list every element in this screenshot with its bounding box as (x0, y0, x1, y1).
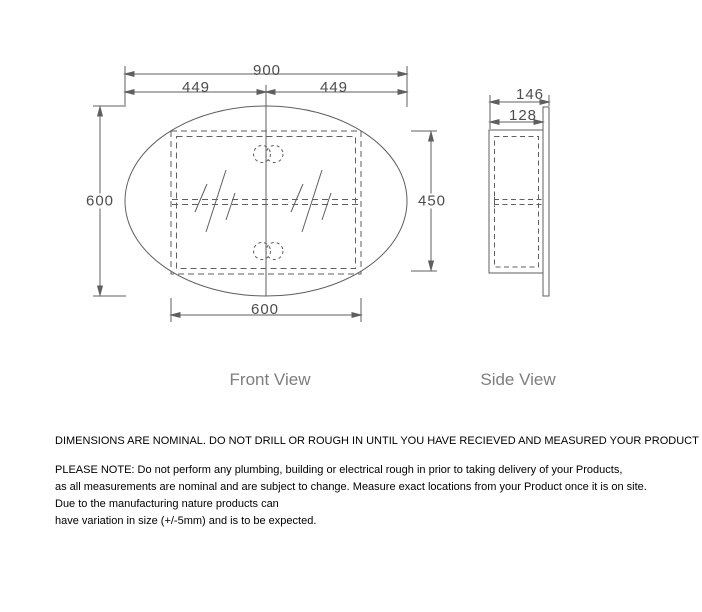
dim-value-right-half: 449 (319, 79, 349, 96)
mirror-hatch-left (195, 170, 235, 232)
dim-value-left-half: 449 (181, 79, 211, 96)
dim-value-cabinet-depth: 128 (508, 107, 538, 124)
note-line: PLEASE NOTE: Do not perform any plumbing, building or electrical rough in prior to taking delivery of your Products, (55, 464, 623, 476)
note-line: as all measurements are nominal and are subject to change. Measure exact locations from your Product once it is on site. (55, 481, 647, 493)
note-line: Due to the manufacturing nature products can (55, 498, 279, 510)
dimensions-warning-text: DIMENSIONS ARE NOMINAL. DO NOT DRILL OR ROUGH IN UNTIL YOU HAVE RECIEVED AND MEASURED YOUR PRODUCT (55, 435, 699, 447)
front-view-drawing (93, 66, 437, 322)
arrowhead (398, 72, 407, 77)
arrowhead (125, 90, 134, 95)
door-catch-circle (266, 146, 283, 163)
arrowhead (490, 100, 499, 105)
arrowhead (429, 261, 434, 270)
dim-line-449 (125, 85, 407, 92)
mirror-panel-profile (543, 107, 549, 296)
arrowhead (125, 72, 134, 77)
note-line: have variation in size (+/-5mm) and is to be expected. (55, 515, 317, 527)
dim-value-overall-width: 900 (252, 62, 282, 79)
dim-value-overall-depth: 146 (515, 86, 545, 103)
arrowhead (98, 107, 103, 116)
dim-value-cabinet-height: 450 (415, 194, 449, 209)
cabinet-profile-inner (495, 137, 539, 268)
door-catch-circle (266, 243, 283, 260)
arrowhead (398, 90, 407, 95)
dim-value-cabinet-width: 600 (250, 301, 280, 318)
arrowhead (429, 132, 434, 141)
side-view-drawing (489, 95, 549, 296)
front-view-caption: Front View (229, 370, 311, 389)
side-view-caption: Side View (480, 370, 556, 389)
arrowhead (266, 90, 275, 95)
shelf-profile-line (494, 197, 543, 207)
dim-value-overall-height: 600 (83, 194, 117, 209)
cabinet-profile (489, 130, 543, 273)
arrowhead (490, 120, 499, 125)
mirror-hatch-right (291, 170, 331, 232)
arrowhead (352, 313, 361, 318)
please-note-paragraph (55, 462, 647, 530)
arrowhead (171, 313, 180, 318)
arrowhead (98, 286, 103, 295)
